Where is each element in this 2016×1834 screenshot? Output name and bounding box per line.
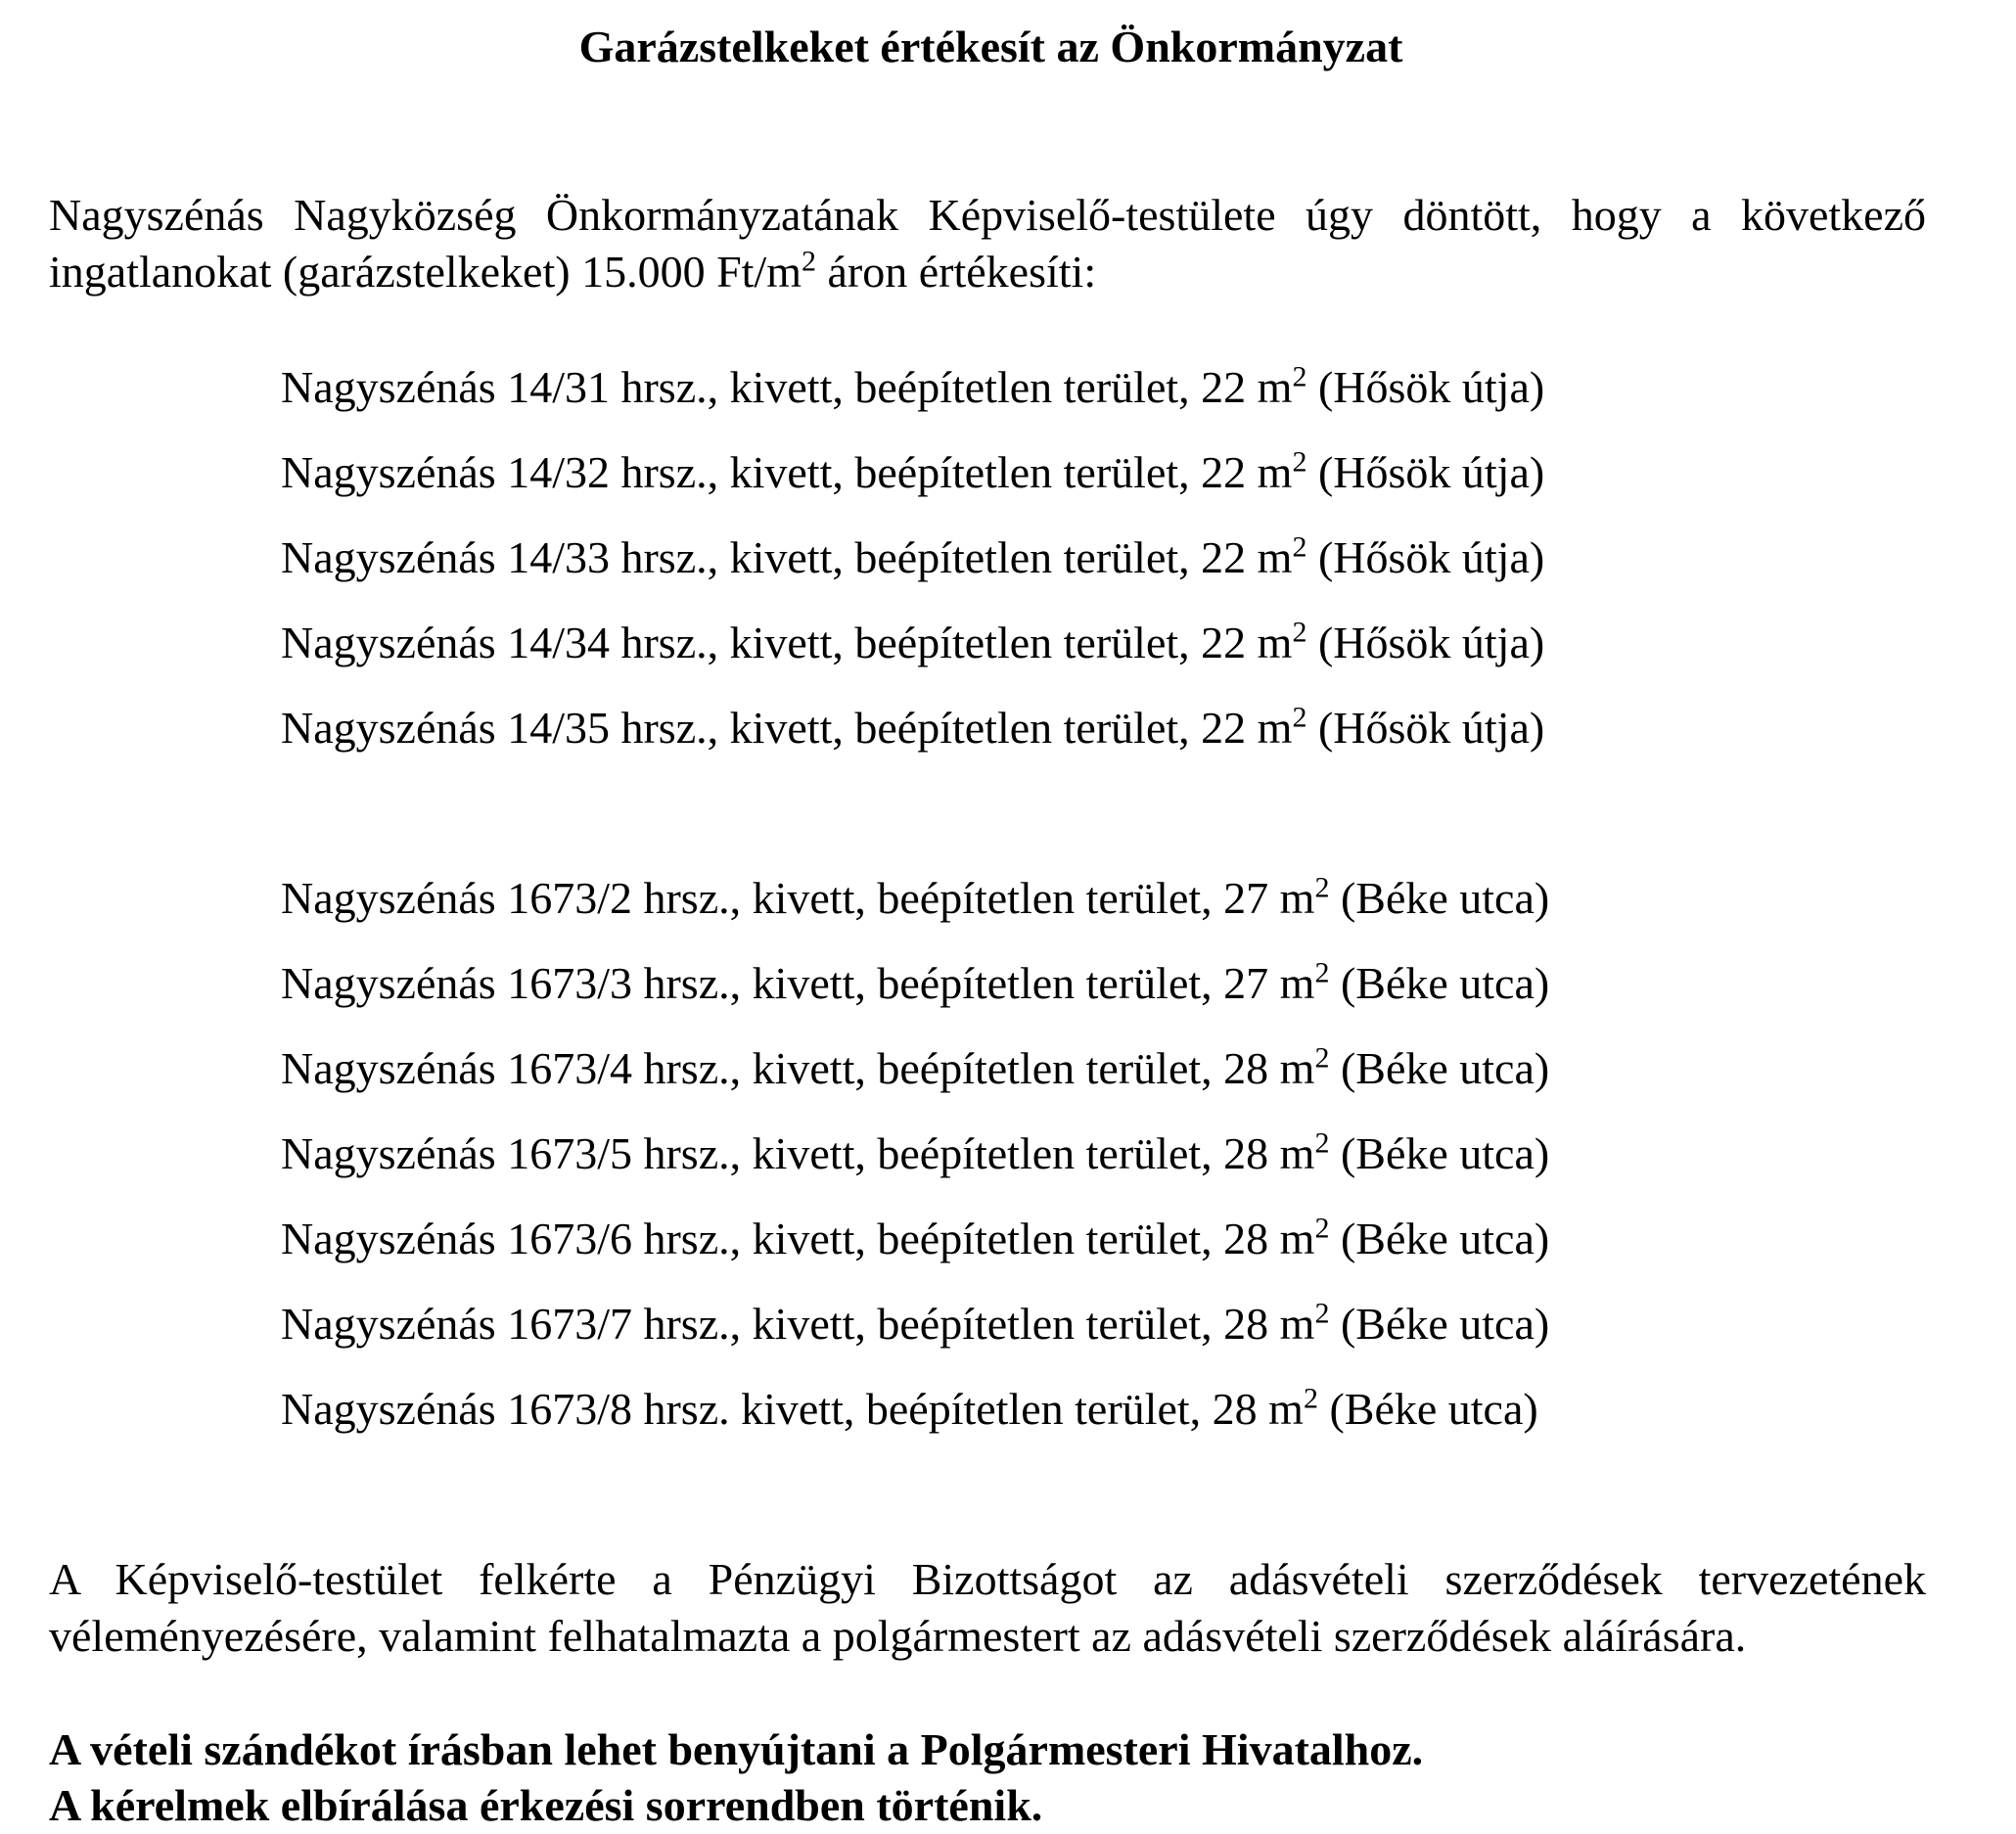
property-list-hosok-utja — [281, 358, 1544, 784]
property-street: (Béke utca) — [1329, 958, 1550, 1008]
list-item — [281, 869, 1549, 954]
area-unit-superscript: 2 — [1314, 1297, 1330, 1330]
property-street: (Béke utca) — [1317, 1384, 1538, 1434]
property-text: Nagyszénás 1673/2 hrsz., kivett, beépítetlen terület, 27 m — [281, 873, 1315, 923]
property-text: Nagyszénás 1673/7 hrsz., kivett, beépítetlen terület, 28 m — [281, 1299, 1315, 1349]
property-street: (Hősök útja) — [1306, 703, 1545, 753]
area-unit-superscript: 2 — [1292, 701, 1307, 734]
property-list-beke-utca — [281, 869, 1549, 1465]
property-street: (Béke utca) — [1329, 1043, 1550, 1093]
list-item — [281, 699, 1544, 784]
property-text: Nagyszénás 14/34 hrsz., kivett, beépítetlen terület, 22 m — [281, 618, 1293, 667]
property-street: (Béke utca) — [1329, 1128, 1550, 1178]
property-street: (Béke utca) — [1329, 1299, 1550, 1349]
property-street: (Hősök útja) — [1306, 362, 1545, 412]
property-text: Nagyszénás 14/35 hrsz., kivett, beépítetlen terület, 22 m — [281, 703, 1293, 753]
area-unit-superscript: 2 — [1314, 1212, 1330, 1245]
area-unit-superscript: 2 — [1292, 616, 1307, 649]
property-street: (Béke utca) — [1329, 1214, 1550, 1263]
list-item — [281, 1210, 1549, 1295]
notice-submission: A vételi szándékot írásban lehet benyújtani a Polgármesteri Hivatalhoz. — [49, 1724, 1424, 1774]
intro-paragraph — [49, 187, 1926, 300]
list-item — [281, 528, 1544, 614]
area-unit-superscript: 2 — [1292, 445, 1307, 479]
list-item — [281, 1124, 1549, 1210]
property-street: (Hősök útja) — [1306, 618, 1545, 667]
document-title: Garázstelkeket értékesít az Önkormányzat — [578, 22, 1403, 71]
area-unit-superscript: 2 — [1314, 1041, 1330, 1075]
property-text: Nagyszénás 1673/3 hrsz., kivett, beépítetlen terület, 27 m — [281, 958, 1315, 1008]
property-text: Nagyszénás 14/33 hrsz., kivett, beépítetlen terület, 22 m — [281, 532, 1293, 582]
property-text: Nagyszénás 1673/5 hrsz., kivett, beépítetlen terület, 28 m — [281, 1128, 1315, 1178]
property-text: Nagyszénás 14/31 hrsz., kivett, beépítetlen terület, 22 m — [281, 362, 1293, 412]
intro-text-end: áron értékesíti: — [816, 247, 1097, 297]
property-text: Nagyszénás 1673/6 hrsz., kivett, beépítetlen terület, 28 m — [281, 1214, 1315, 1263]
intro-text: Nagyszénás Nagyközség Önkormányzatának Képviselő-testülete úgy döntött, hogy a következő ingatlanokat (garázstelkeket) 15.000 Ft/m — [49, 190, 1926, 297]
property-text: Nagyszénás 14/32 hrsz., kivett, beépítetlen terület, 22 m — [281, 447, 1293, 497]
property-text: Nagyszénás 1673/4 hrsz., kivett, beépítetlen terület, 28 m — [281, 1043, 1315, 1093]
property-street: (Hősök útja) — [1306, 447, 1545, 497]
list-item — [281, 1380, 1549, 1465]
list-item — [281, 614, 1544, 699]
list-item — [281, 443, 1544, 528]
area-unit-superscript: 2 — [1292, 360, 1307, 393]
list-item — [281, 358, 1544, 443]
area-unit-superscript: 2 — [1292, 530, 1307, 564]
area-unit-superscript: 2 — [1314, 871, 1330, 904]
property-street: (Béke utca) — [1329, 873, 1550, 923]
notice-evaluation-order: A kérelmek elbírálása érkezési sorrendben történik. — [49, 1780, 1043, 1830]
area-unit-superscript: 2 — [1314, 956, 1330, 989]
property-text: Nagyszénás 1673/8 hrsz. kivett, beépítetlen terület, 28 m — [281, 1384, 1304, 1434]
area-unit-superscript: 2 — [1314, 1126, 1330, 1160]
list-item — [281, 954, 1549, 1039]
list-item — [281, 1295, 1549, 1380]
list-item — [281, 1039, 1549, 1124]
area-unit-superscript: 2 — [1303, 1382, 1318, 1415]
intro-unit-superscript: 2 — [802, 245, 816, 278]
closing-paragraph: A Képviselő-testület felkérte a Pénzügyi Bizottságot az adásvételi szerződések tervezetének véleményezésére, valamint felhatalmazta a polgármestert az adásvételi szerződések aláírására. — [49, 1554, 1926, 1661]
property-street: (Hősök útja) — [1306, 532, 1545, 582]
